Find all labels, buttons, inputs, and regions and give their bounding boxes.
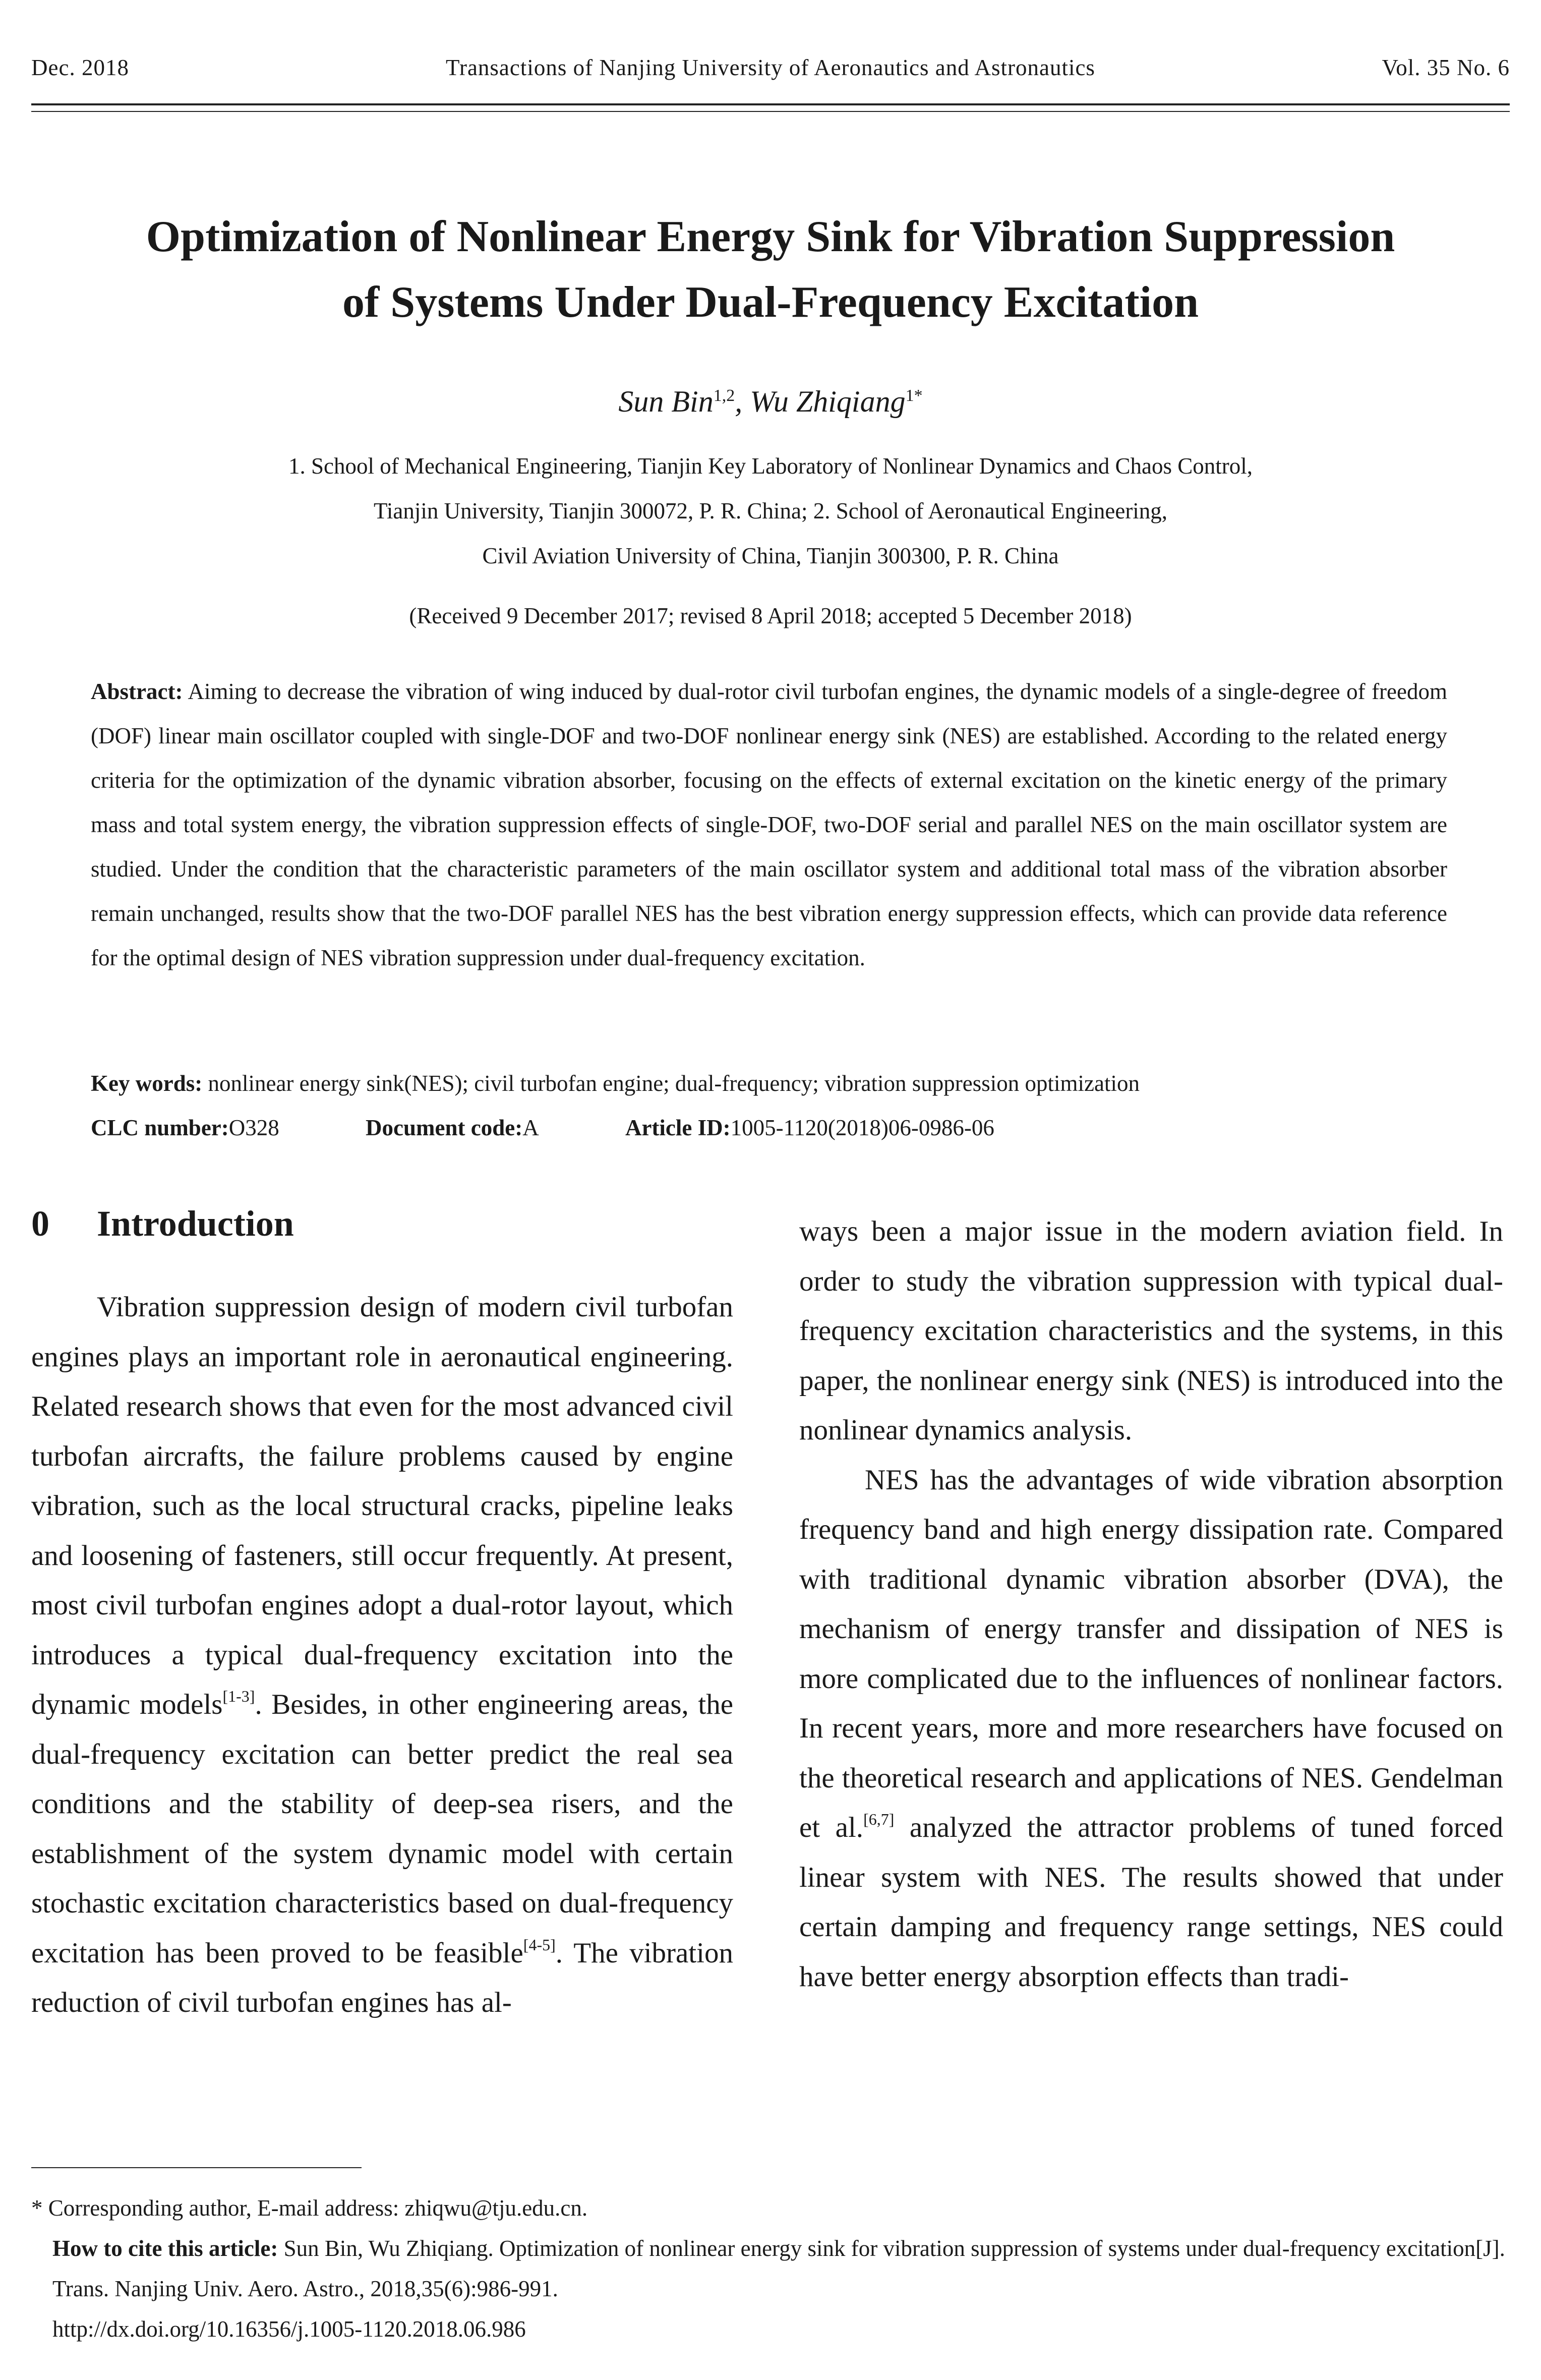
intro-paragraph-1 (31, 1283, 733, 2028)
intro-text-b: . Besides, in other engineering areas, the dual-frequency excitation can better predict the real sea conditions and the stability of deep-sea risers, and the establishment of the system dynamic model with certain stochastic excitation characteristics based on dual-frequency excitation has been proved to be feasible (31, 1689, 733, 1969)
running-header (31, 54, 1510, 90)
intro-paragraph-1-cont: ways been a major issue in the modern aviation field. In order to study the vibration suppression with typical dual-frequency excitation characteristics and the systems, in this paper, the nonlinear energy sink (NES) is introduced into the nonlinear dynamics analysis. (799, 1215, 1503, 1446)
citation-1-3[interactable]: [1-3] (222, 1687, 255, 1705)
cite-text: Sun Bin, Wu Zhiqiang. Optimization of nonlinear energy sink for vibration suppression of systems under dual-frequency excitation[J]. Trans. Nanjing Univ. Aero. Astro., 2018,35(6):986-991. (52, 2236, 1505, 2301)
doc-code-label: Document code: (366, 1115, 523, 1140)
keywords-text: nonlinear energy sink(NES); civil turbofan engine; dual-frequency; vibration suppression optimization (208, 1071, 1140, 1096)
cite-label: How to cite this article: (52, 2236, 278, 2261)
footnotes (31, 2188, 1510, 2349)
header-date: Dec. 2018 (31, 55, 129, 80)
intro-text-a: Vibration suppression design of modern civil turbofan engines plays an important role in aeronautical engineering. Related research shows that even for the most advanced civil turbofan aircrafts, the failure problems caused by engine vibration, such as the local structural cracks, pipeline leaks and loosening of fasteners, still occur frequently. At present, most civil turbofan engines adopt a dual-rotor layout, which introduces a typical dual-frequency excitation into the dynamic models (31, 1291, 733, 1720)
intro-text-c: . The vibration reduction of civil turbofan engines has al- (31, 1937, 733, 2018)
affiliation-line-1: 1. School of Mechanical Engineering, Tianjin Key Laboratory of Nonlinear Dynamics and Chaos Control, (288, 453, 1253, 479)
citation-4-5[interactable]: [4-5] (523, 1935, 556, 1954)
section-title: Introduction (97, 1203, 294, 1244)
nes-text-a: NES has the advantages of wide vibration absorption frequency band and high energy dissipation rate. Compared with traditional dynamic vibration absorber (DVA), the mechanism of energy transfer and dissipation of NES is more complicated due to the influences of nonlinear factors. In recent years, more and more researchers have focused on the theoretical research and applications of NES. Gendelman et al. (799, 1464, 1503, 1843)
doi-link[interactable]: http://dx.doi.org/10.16356/j.1005-1120.2018.06.986 (52, 2316, 526, 2342)
header-volume: Vol. 35 No. 6 (1382, 55, 1510, 80)
header-journal: Transactions of Nanjing University of Aeronautics and Astronautics (446, 55, 1095, 80)
title-line-2: of Systems Under Dual-Frequency Excitation (342, 278, 1199, 327)
author-1: Sun Bin (618, 385, 714, 418)
author-1-affil: 1,2 (713, 386, 735, 405)
footnote-rule (31, 2167, 362, 2168)
article-id-label: Article ID: (625, 1115, 731, 1140)
header-rule-thick (31, 103, 1510, 105)
paper-title (40, 204, 1501, 335)
keywords-label: Key words: (91, 1071, 203, 1096)
citation-6-7[interactable]: [6,7] (863, 1810, 895, 1828)
author-separator: , (735, 385, 750, 418)
author-2-affil: 1* (905, 386, 923, 405)
left-column (31, 1283, 733, 2028)
corresponding-author: * Corresponding author, E-mail address: zhiqwu@tju.edu.cn. (31, 2195, 588, 2221)
citation-note (31, 2228, 1510, 2309)
doc-code-value: A (522, 1115, 539, 1140)
received-dates: (Received 9 December 2017; revised 8 April 2018; accepted 5 December 2018) (409, 603, 1132, 628)
author-list (0, 384, 1541, 419)
classification-line (91, 1115, 1447, 1141)
nes-text-b: analyzed the attractor problems of tuned forced linear system with NES. The results showed that under certain damping and frequency range settings, NES could have better energy absorption effects than tradi- (799, 1812, 1503, 1993)
abstract-label: Abstract: (91, 679, 183, 704)
affiliations (91, 444, 1450, 578)
title-line-1: Optimization of Nonlinear Energy Sink for Vibration Suppression (146, 212, 1395, 261)
intro-paragraph-2 (799, 1456, 1503, 2002)
affiliation-line-2: Tianjin University, Tianjin 300072, P. R. China; 2. School of Aeronautical Engineering, (373, 498, 1168, 524)
right-column (799, 1207, 1503, 2002)
author-2: Wu Zhiqiang (750, 385, 906, 418)
keywords (91, 1070, 1447, 1096)
abstract (91, 669, 1447, 980)
clc-value: O328 (228, 1115, 279, 1140)
abstract-text: Aiming to decrease the vibration of wing induced by dual-rotor civil turbofan engines, the dynamic models of a single-degree of freedom (DOF) linear main oscillator coupled with single-DOF and two-DOF nonlinear energy sink (NES) are established. According to the related energy criteria for the optimization of the dynamic vibration absorber, focusing on the effects of external excitation on the kinetic energy of the primary mass and total system energy, the vibration suppression effects of single-DOF, two-DOF serial and parallel NES on the main oscillator system are studied. Under the condition that the characteristic parameters of the main oscillator system and additional total mass of the vibration absorber remain unchanged, results show that the two-DOF parallel NES has the best vibration energy suppression effects, which can provide data reference for the optimal design of NES vibration suppression under dual-frequency excitation. (91, 679, 1447, 970)
article-id-value: 1005-1120(2018)06-0986-06 (730, 1115, 994, 1140)
header-rule-thin (31, 111, 1510, 112)
affiliation-line-3: Civil Aviation University of China, Tianjin 300300, P. R. China (482, 543, 1059, 568)
section-heading (31, 1203, 294, 1245)
clc-label: CLC number: (91, 1115, 229, 1140)
section-number: 0 (31, 1203, 49, 1244)
